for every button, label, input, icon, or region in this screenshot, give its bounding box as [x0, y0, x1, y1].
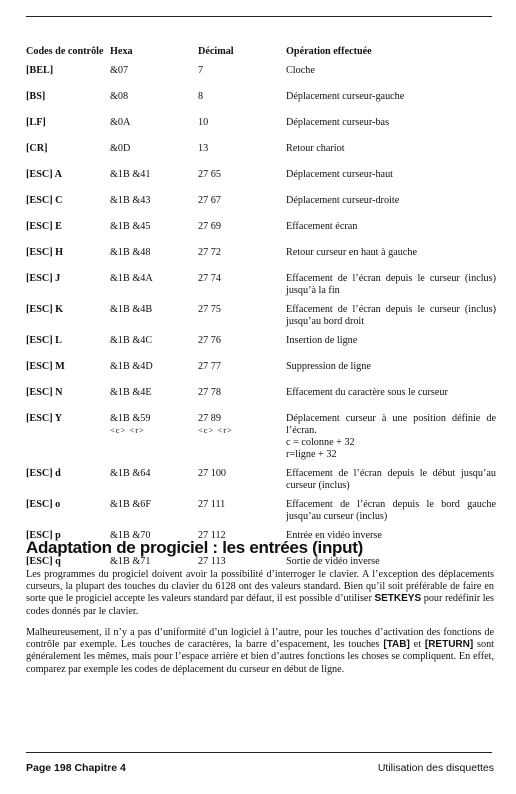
cell-hex: [110, 91, 198, 117]
paragraph-2: [26, 627, 494, 676]
cell-dec: [198, 304, 286, 335]
cell-hex-text: &1B &6F: [110, 499, 152, 510]
cell-code-text: [ESC] q: [26, 556, 61, 567]
cell-operation: [286, 65, 496, 91]
cell-code: [26, 273, 110, 304]
cell-dec-text: 27 111: [198, 499, 226, 510]
cell-hex: [110, 273, 198, 304]
table-row: [26, 468, 496, 499]
cell-dec-text: 27 89: [198, 413, 221, 424]
cell-dec-text: 27 69: [198, 221, 221, 232]
cell-hex: [110, 117, 198, 143]
cell-dec: [198, 273, 286, 304]
cell-dec: [198, 361, 286, 387]
footer-section: Utilisation des disquettes: [377, 762, 494, 774]
paragraph-2-text-mid: et: [409, 639, 425, 651]
section-title: Adaptation de progiciel : les entrées (input): [26, 538, 363, 557]
cell-hex: [110, 143, 198, 169]
table-row: [26, 91, 496, 117]
cell-code: [26, 65, 110, 91]
cell-hex-text: &1B &4B: [110, 304, 153, 315]
cell-operation-text: Entrée en vidéo inverse: [286, 530, 382, 541]
cell-hex: [110, 335, 198, 361]
cell-operation: [286, 413, 496, 468]
cell-hex: [110, 361, 198, 387]
cell-dec-text: 27 77: [198, 361, 221, 372]
cell-hex: [110, 221, 198, 247]
cell-dec-text: 13: [198, 143, 209, 154]
keyword-return: [RETURN]: [424, 639, 474, 651]
cell-hex: [110, 304, 198, 335]
cell-operation-text: Déplacement curseur à une position définie de l’écran.: [286, 413, 496, 436]
cell-dec: [198, 117, 286, 143]
table-row: [26, 247, 496, 273]
paragraph-1-text-b: pour redéfinir les codes donnés par le clavier.: [26, 593, 495, 617]
cell-operation: [286, 247, 496, 273]
cell-dec: [198, 221, 286, 247]
cell-hex-text: &1B &48: [110, 247, 151, 258]
cell-operation-text: Effacement de l’écran depuis le curseur (inclus) jusqu’au bord droit: [286, 304, 496, 327]
cell-dec: [198, 169, 286, 195]
cell-dec: [198, 195, 286, 221]
cell-hex-text: &1B &70: [110, 530, 151, 541]
cell-operation-line-3: r=ligne + 32: [286, 449, 337, 460]
cell-code: [26, 91, 110, 117]
cell-dec: [198, 413, 286, 468]
cell-operation-text: Effacement du caractère sous le curseur: [286, 387, 448, 398]
table-row: [26, 273, 496, 304]
table-header-row: [26, 46, 496, 65]
cell-dec-text: 27 67: [198, 195, 221, 206]
cell-dec-text: 27 72: [198, 247, 221, 258]
cell-operation: [286, 91, 496, 117]
cell-dec: [198, 387, 286, 413]
cell-code-text: [ESC] A: [26, 169, 62, 180]
cell-code: [26, 169, 110, 195]
cell-hex: [110, 247, 198, 273]
cell-code: [26, 195, 110, 221]
cell-dec-text: 27 113: [198, 556, 226, 567]
cell-dec: [198, 335, 286, 361]
cell-code-text: [ESC] d: [26, 468, 61, 479]
cell-code-text: [CR]: [26, 143, 48, 154]
cell-operation-text: Déplacement curseur-bas: [286, 117, 390, 128]
cell-dec: [198, 91, 286, 117]
table-row: [26, 361, 496, 387]
cell-operation: [286, 361, 496, 387]
cell-hex: [110, 499, 198, 530]
cell-operation-text: Déplacement curseur-droite: [286, 195, 400, 206]
cell-dec: [198, 65, 286, 91]
cell-hex: [110, 169, 198, 195]
table-row: [26, 304, 496, 335]
table-row: [26, 117, 496, 143]
cell-code: [26, 387, 110, 413]
cell-code-text: [ESC] H: [26, 247, 64, 258]
cell-hex-text: &1B &4C: [110, 335, 153, 346]
cell-code-text: [ESC] p: [26, 530, 61, 541]
cell-dec-text: 27 100: [198, 468, 227, 479]
cell-dec-text: 8: [198, 91, 204, 102]
table-row: [26, 65, 496, 91]
cell-dec-text: 7: [198, 65, 204, 76]
paragraph-1: [26, 569, 494, 618]
cell-operation: [286, 273, 496, 304]
keyword-setkeys: SETKEYS: [374, 593, 422, 605]
cell-hex-text: &1B &4D: [110, 361, 153, 372]
cell-operation-text: Effacement écran: [286, 221, 358, 232]
table-row: [26, 499, 496, 530]
cell-operation-text: Sortie de vidéo inverse: [286, 556, 380, 567]
cell-dec-text: 27 74: [198, 273, 221, 284]
table-row: [26, 169, 496, 195]
cell-operation: [286, 499, 496, 530]
cell-code-text: [ESC] J: [26, 273, 61, 284]
header-hex: Hexa: [110, 46, 133, 57]
cell-operation-text: Effacement de l’écran depuis le début jusqu’au curseur (inclus): [286, 468, 496, 491]
cell-hex-text: &1B &59: [110, 413, 151, 424]
cell-operation: [286, 304, 496, 335]
cell-code: [26, 499, 110, 530]
table-row: [26, 195, 496, 221]
cell-operation-text: Effacement de l’écran depuis le bord gauche jusqu’au curseur (inclus): [286, 499, 496, 522]
cell-dec-text: 27 75: [198, 304, 221, 315]
cell-dec: [198, 499, 286, 530]
cell-dec-text: 27 78: [198, 387, 221, 398]
cell-code-text: [LF]: [26, 117, 46, 128]
cell-operation: [286, 221, 496, 247]
cell-hex-params: <c> <r>: [110, 425, 145, 435]
cell-dec: [198, 468, 286, 499]
cell-hex-text: &1B &41: [110, 169, 151, 180]
cell-code-text: [ESC] E: [26, 221, 62, 232]
paragraph-1-text-a: Les programmes du progiciel doivent avoir la possibilité d’interroger le clavier. A l’exception des déplacements curseurs, la plupart des touches du clavier du 6128 ont des valeurs standard. Bien qu’il soit préférable de faire en sorte que le progiciel accepte les valeurs standard par défaut, il est possible d’utiliser: [26, 569, 494, 605]
cell-dec: [198, 143, 286, 169]
cell-hex-text: &07: [110, 65, 129, 76]
cell-operation: [286, 195, 496, 221]
cell-operation: [286, 387, 496, 413]
cell-operation: [286, 468, 496, 499]
header-dec: Décimal: [198, 46, 234, 57]
paragraph-2-text-a: Malheureusement, il n’y a pas d’uniformité d’un logiciel à l’autre, pour les touches d’activation des fonctions de contrôle par exemple. Les touches de caractères, la barre d’espacement, les touches: [26, 627, 494, 651]
cell-code: [26, 413, 110, 468]
cell-hex-text: &1B &4E: [110, 387, 152, 398]
cell-code-text: [BS]: [26, 91, 46, 102]
table-row: [26, 335, 496, 361]
cell-code-text: [ESC] N: [26, 387, 63, 398]
top-rule: [26, 16, 492, 17]
cell-hex-text: &0D: [110, 143, 131, 154]
cell-code-text: [BEL]: [26, 65, 54, 76]
cell-code-text: [ESC] C: [26, 195, 63, 206]
cell-code-text: [ESC] M: [26, 361, 65, 372]
cell-operation: [286, 169, 496, 195]
cell-operation-text: Retour chariot: [286, 143, 345, 154]
cell-operation-text: Déplacement curseur-haut: [286, 169, 393, 180]
cell-operation: [286, 143, 496, 169]
cell-code: [26, 468, 110, 499]
bottom-rule: [26, 752, 492, 753]
cell-code: [26, 247, 110, 273]
cell-operation-text: Suppression de ligne: [286, 361, 371, 372]
cell-hex: [110, 387, 198, 413]
cell-code: [26, 361, 110, 387]
cell-operation-line-2: c = colonne + 32: [286, 437, 355, 448]
cell-hex-text: &1B &45: [110, 221, 151, 232]
cell-hex-text: &1B &64: [110, 468, 151, 479]
cell-dec: [198, 247, 286, 273]
cell-dec-text: 27 112: [198, 530, 226, 541]
cell-code-text: [ESC] L: [26, 335, 62, 346]
cell-hex-text: &1B &71: [110, 556, 151, 567]
cell-code: [26, 143, 110, 169]
cell-hex: [110, 65, 198, 91]
cell-hex-text: &1B &43: [110, 195, 151, 206]
cell-dec-text: 10: [198, 117, 209, 128]
cell-hex: [110, 468, 198, 499]
table-row: [26, 413, 496, 468]
table-row: [26, 143, 496, 169]
cell-code-text: [ESC] o: [26, 499, 61, 510]
cell-code: [26, 117, 110, 143]
table-row: [26, 221, 496, 247]
header-code: Codes de contrôle: [26, 46, 104, 57]
cell-hex-text: &1B &4A: [110, 273, 153, 284]
paragraph-2-text-b: sont généralement les mêmes, mais pour l’espace arrière et bien d’autres fonctions les choses se compliquent. En effet, comparez par exemple les codes de déplacement du curseur en début de ligne.: [26, 639, 494, 675]
cell-operation: [286, 117, 496, 143]
cell-code-text: [ESC] Y: [26, 413, 63, 424]
cell-code: [26, 221, 110, 247]
cell-code-text: [ESC] K: [26, 304, 64, 315]
cell-hex-text: &08: [110, 91, 129, 102]
cell-dec-params: <c> <r>: [198, 425, 233, 435]
table-row: [26, 387, 496, 413]
cell-operation-text: Insertion de ligne: [286, 335, 358, 346]
cell-operation-text: Retour curseur en haut à gauche: [286, 247, 417, 258]
cell-operation-text: Effacement de l’écran depuis le curseur (inclus) jusqu’à la fin: [286, 273, 496, 296]
cell-dec-text: 27 65: [198, 169, 221, 180]
keyword-tab: [TAB]: [383, 639, 410, 651]
cell-hex: [110, 413, 198, 468]
cell-hex: [110, 195, 198, 221]
cell-code: [26, 335, 110, 361]
cell-code: [26, 304, 110, 335]
cell-operation: [286, 335, 496, 361]
cell-operation-text: Déplacement curseur-gauche: [286, 91, 405, 102]
header-operation: Opération effectuée: [286, 46, 372, 57]
cell-operation-text: Cloche: [286, 65, 315, 76]
footer-page-chapter: Page 198 Chapitre 4: [26, 762, 126, 774]
cell-dec-text: 27 76: [198, 335, 221, 346]
control-codes-table: [26, 46, 496, 582]
cell-hex-text: &0A: [110, 117, 131, 128]
